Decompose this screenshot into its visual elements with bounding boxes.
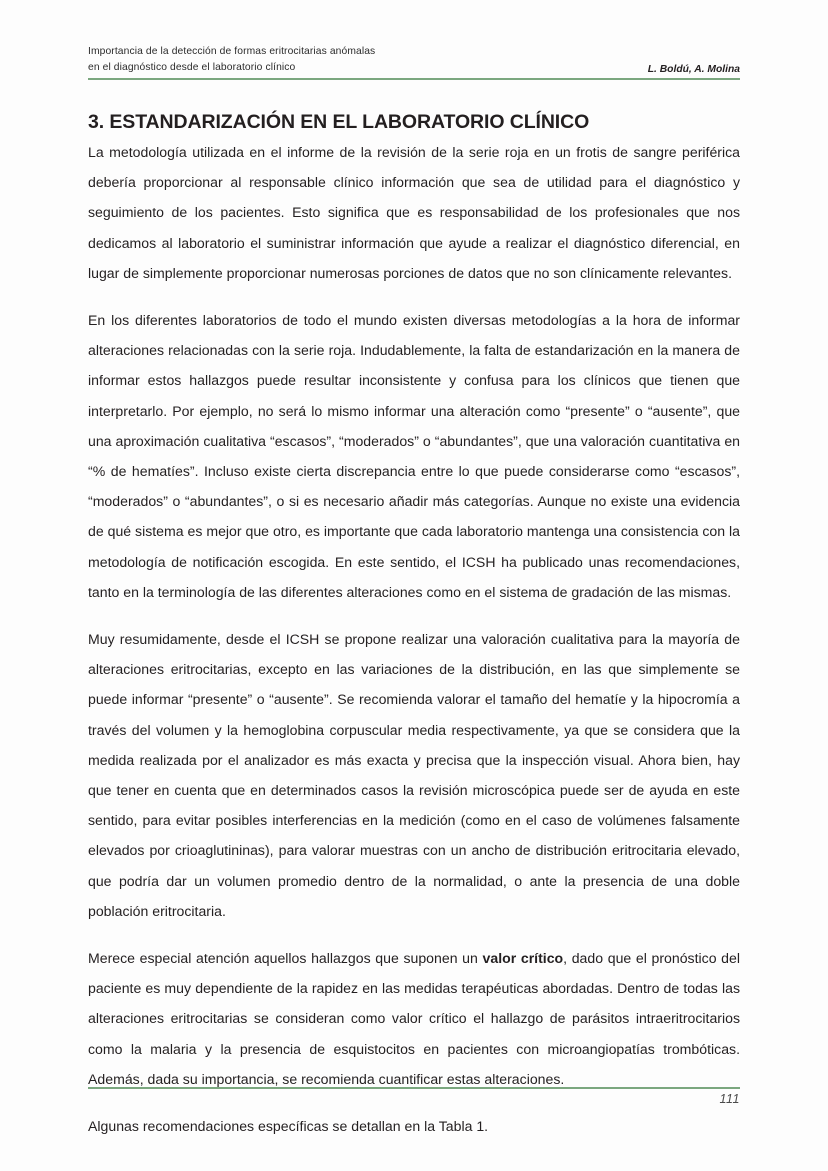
- running-head-authors: L. Boldú, A. Molina: [647, 64, 740, 75]
- header-rule: [88, 78, 740, 80]
- page-number: 111: [719, 1092, 740, 1106]
- running-head-title-line-1: Importancia de la detección de formas eritrocitarias anómalas: [88, 46, 376, 57]
- footer-rule: [88, 1087, 740, 1089]
- paragraph-4-emphasis: valor crítico: [482, 950, 564, 967]
- running-head-title-line-2: en el diagnóstico desde el laboratorio clínico: [88, 61, 296, 73]
- page-title: 3. ESTANDARIZACIÓN EN EL LABORATORIO CLÍNICO: [88, 111, 590, 134]
- paragraph-4-prefix: Merece especial atención aquellos hallazgos que suponen un: [88, 950, 483, 967]
- paragraph-1: La metodología utilizada en el informe de la revisión de la serie roja en un frotis de sangre periférica debería proporcionar al responsable clínico información que sea de utilidad para el diagnóstico y seguimiento de los pacientes. Esto significa que es responsabilidad de los profesionales que nos dedicamos al laboratorio el suministrar información que ayude a realizar el diagnóstico diferencial, en lugar de simplemente proporcionar numerosas porciones de datos que no son clínicamente relevantes.: [88, 144, 740, 281]
- paragraph-2: En los diferentes laboratorios de todo el mundo existen diversas metodologías a la hora de informar alteraciones relacionadas con la serie roja. Indudablemente, la falta de estandarización en la manera de informar estos hallazgos puede resultar inconsistente y confusa para los clínicos que tienen que interpretarlo. Por ejemplo, no será lo mismo informar una alteración como “presente” o “ausente”, que una aproximación cualitativa “escasos”, “moderados” o “abundantes”, que una valoración cuantitativa en “% de hematíes”. Incluso existe cierta discrepancia entre lo que puede considerarse como “escasos”, “moderados” o “abundantes”, o si es necesario añadir más categorías. Aunque no existe una evidencia de qué sistema es mejor que otro, es importante que cada laboratorio mantenga una consistencia con la metodología de notificación escogida. En este sentido, el ICSH ha publicado unas recomendaciones, tanto en la terminología de las diferentes alteraciones como en el sistema de gradación de las mismas.: [88, 312, 740, 600]
- paragraph-5: Algunas recomendaciones específicas se detallan en la Tabla 1.: [88, 1118, 489, 1135]
- running-head-title: [88, 44, 375, 75]
- paragraph-4: [88, 943, 740, 1094]
- body-text-column: [88, 137, 740, 1141]
- paragraph-4-suffix: , dado que el pronóstico del paciente es muy dependiente de la rapidez en las medidas terapéuticas abordadas. Dentro de todas las alteraciones eritrocitarias se consideran como valor crítico el hallazgo de parásitos intraeritrocitarios como la malaria y la presencia de esquistocitos en pacientes con microangiopatías trombóticas. Además, dada su importancia, se recomienda cuantificar estas alteraciones.: [88, 950, 740, 1087]
- running-head: [88, 44, 740, 82]
- paragraph-3: Muy resumidamente, desde el ICSH se propone realizar una valoración cualitativa para la mayoría de alteraciones eritrocitarias, excepto en las variaciones de la distribución, en las que simplemente se puede informar “presente” o “ausente”. Se recomienda valorar el tamaño del hematíe y la hipocromía a través del volumen y la hemoglobina corpuscular media respectivamente, ya que se considera que la medida realizada por el analizador es más exacta y precisa que la inspección visual. Ahora bien, hay que tener en cuenta que en determinados casos la revisión microscópica puede ser de ayuda en este sentido, para evitar posibles interferencias en la medición (como en el caso de volúmenes falsamente elevados por crioaglutininas), para valorar muestras con un ancho de distribución eritrocitaria elevado, que podría dar un volumen promedio dentro de la normalidad, o ante la presencia de una doble población eritrocitaria.: [88, 631, 740, 919]
